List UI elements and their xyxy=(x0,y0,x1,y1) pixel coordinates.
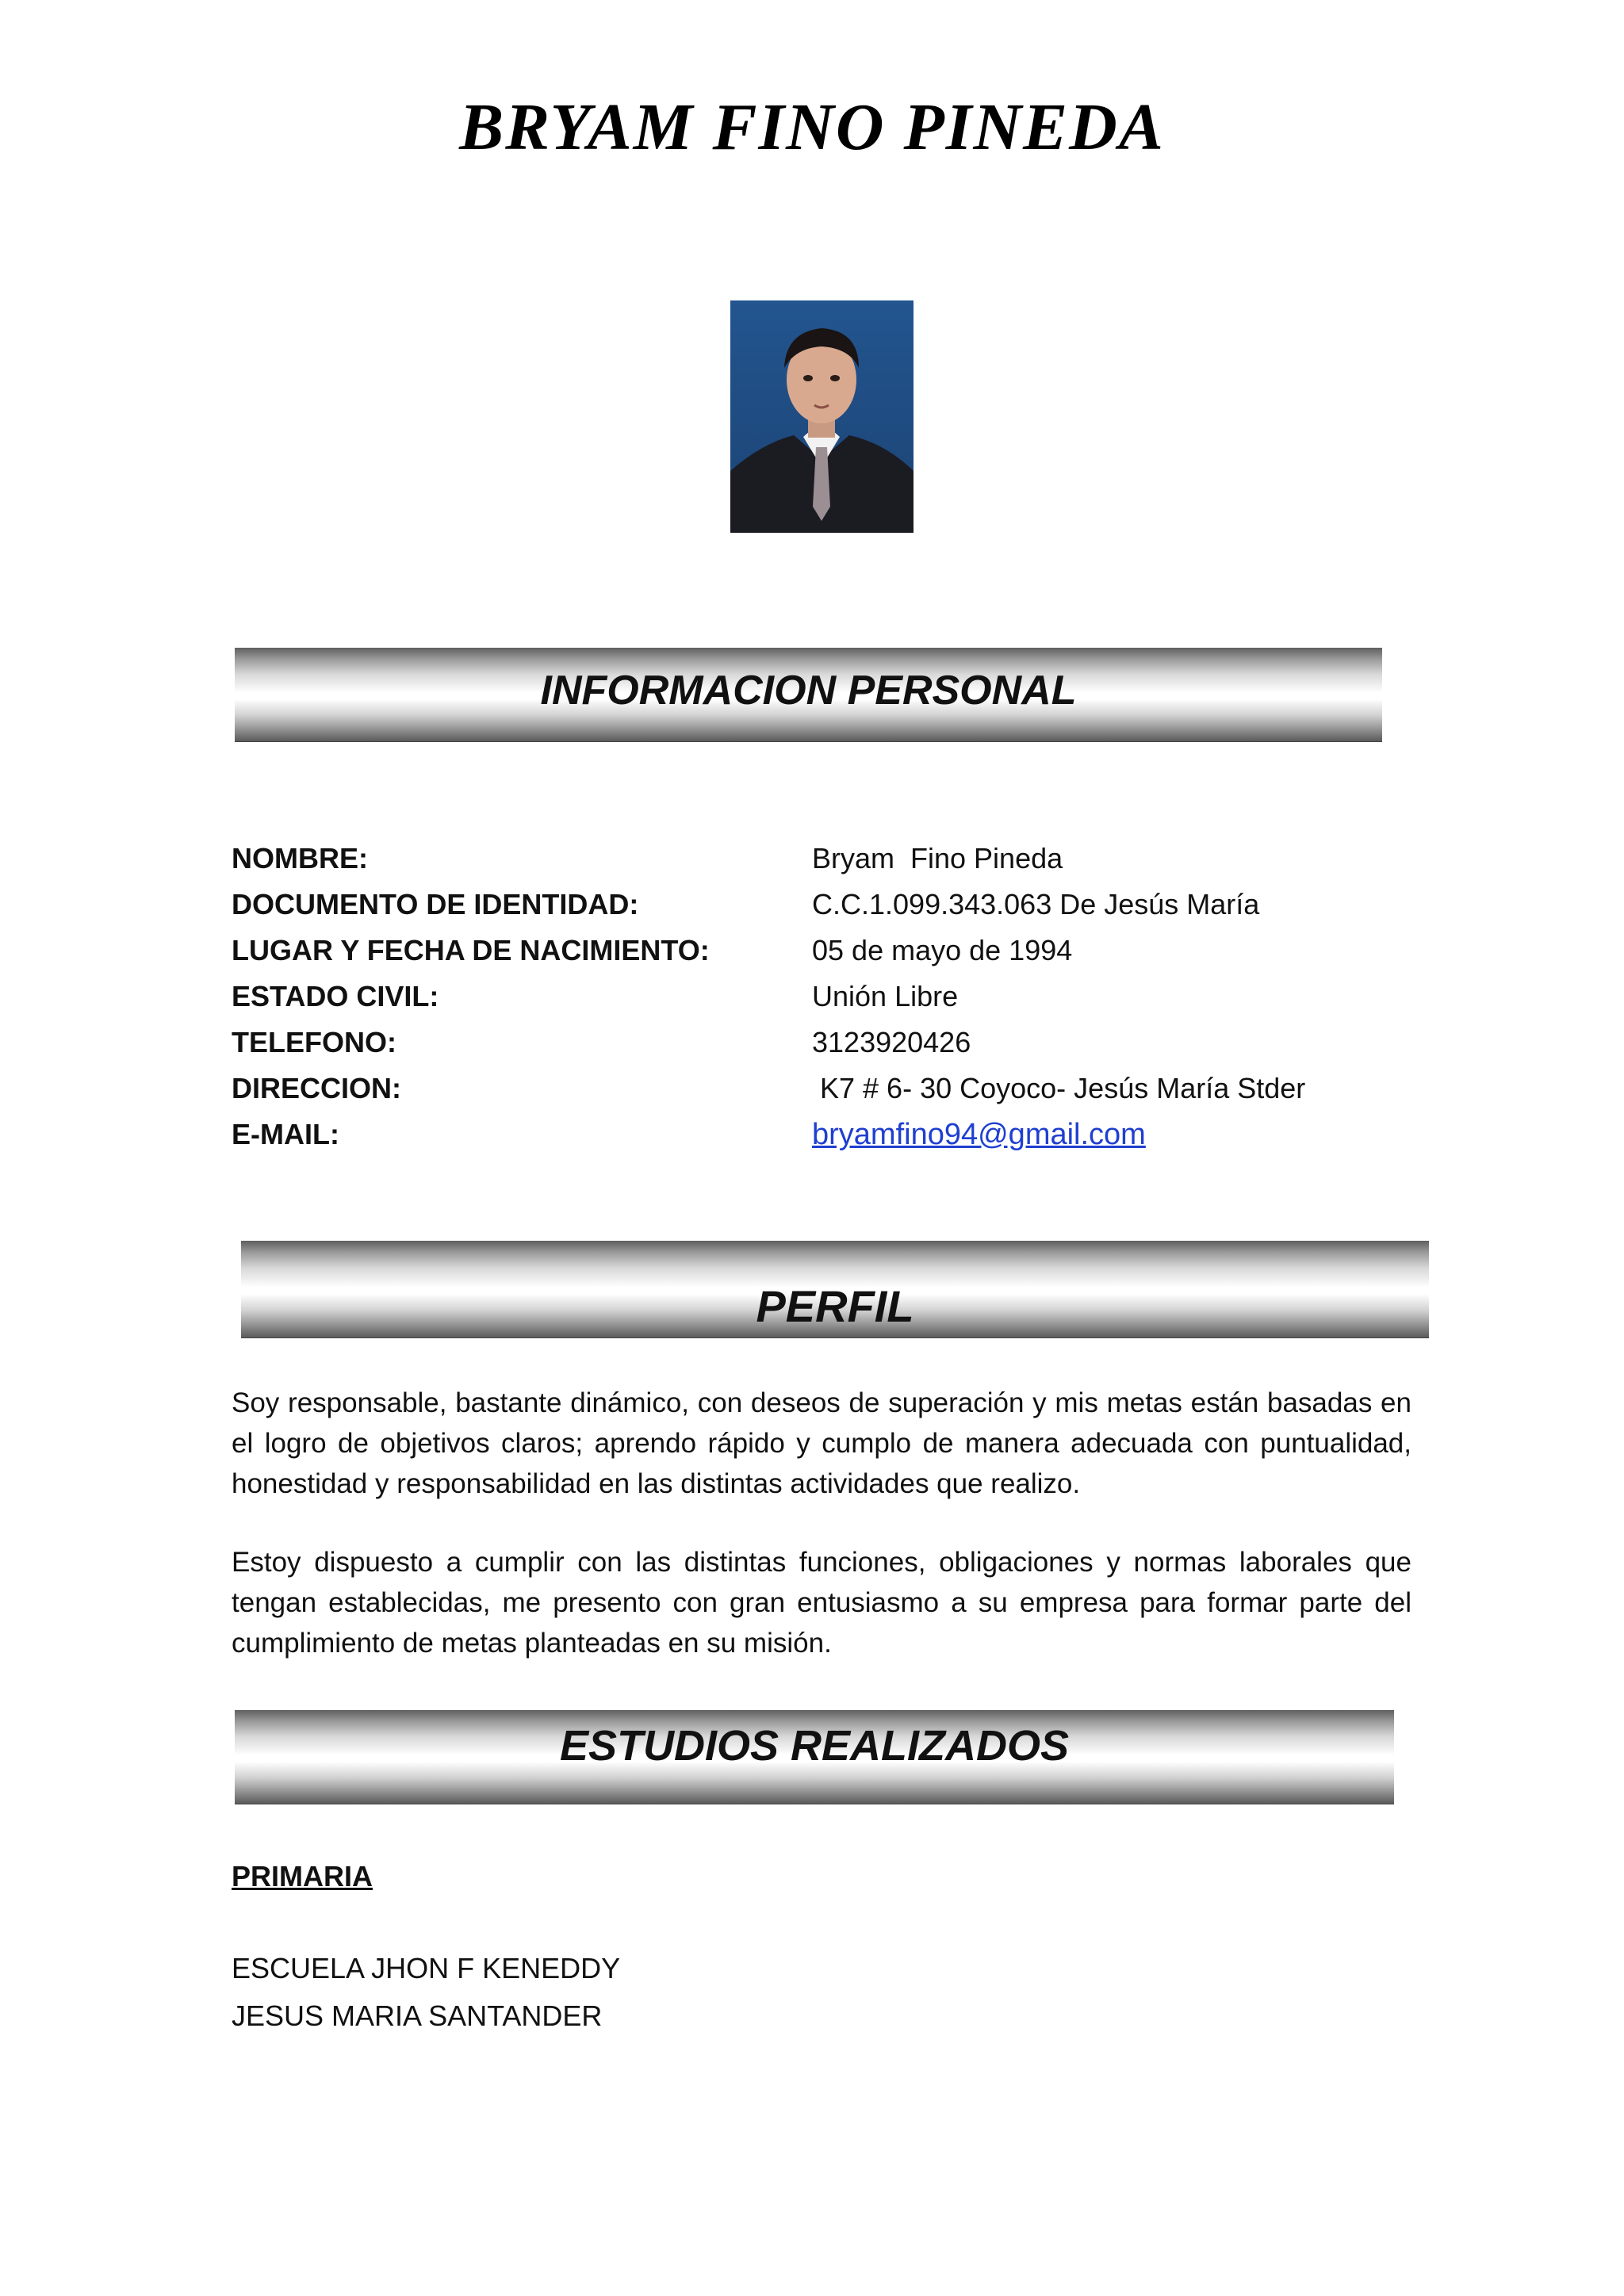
info-value: Unión Libre xyxy=(812,980,959,1012)
personal-info-list xyxy=(232,842,1421,1164)
info-value: K7 # 6- 30 Coyoco- Jesús María Stder xyxy=(820,1072,1306,1104)
section-title-perfil: PERFIL xyxy=(756,1281,914,1331)
info-label: DOCUMENTO DE IDENTIDAD: xyxy=(232,888,639,920)
info-row-telefono xyxy=(232,1026,1421,1072)
info-row-documento xyxy=(232,888,1421,934)
info-row-estado-civil xyxy=(232,980,1421,1026)
section-title-personal: INFORMACION PERSONAL xyxy=(540,668,1077,714)
info-row-direccion xyxy=(232,1072,1421,1118)
primaria-heading: PRIMARIA xyxy=(232,1860,373,1892)
section-title-estudios: ESTUDIOS REALIZADOS xyxy=(559,1722,1070,1770)
school-name: ESCUELA JHON F KENEDDY xyxy=(232,1952,621,1984)
school-location: JESUS MARIA SANTANDER xyxy=(232,1999,603,2032)
info-label: TELEFONO: xyxy=(232,1026,396,1058)
profile-photo xyxy=(730,300,914,533)
resume-title: BRYAM FINO PINEDA xyxy=(459,90,1165,164)
info-label: E-MAIL: xyxy=(232,1118,339,1150)
info-value: C.C.1.099.343.063 De Jesús María xyxy=(812,888,1260,920)
info-value: 3123920426 xyxy=(812,1026,971,1058)
info-label: DIRECCION: xyxy=(232,1072,401,1104)
section-band-perfil xyxy=(241,1241,1429,1337)
section-band-estudios xyxy=(235,1710,1394,1804)
info-row-nacimiento xyxy=(232,934,1421,980)
info-label: ESTADO CIVIL: xyxy=(232,980,439,1012)
info-row-nombre xyxy=(232,842,1421,888)
email-link[interactable]: bryamfino94@gmail.com xyxy=(812,1118,1146,1151)
info-value: Bryam Fino Pineda xyxy=(812,842,1063,874)
info-value: 05 de mayo de 1994 xyxy=(812,934,1073,966)
info-label: NOMBRE: xyxy=(232,842,368,874)
info-row-email xyxy=(232,1118,1421,1164)
info-label: LUGAR Y FECHA DE NACIMIENTO: xyxy=(232,934,710,966)
perfil-paragraph-2: Estoy dispuesto a cumplir con las distintas funciones, obligaciones y normas laborales que tengan establecidas, me presento con gran entusiasmo a su empresa para formar parte del cumplimiento de metas planteadas en su misión. xyxy=(232,1547,1411,1659)
section-band-personal xyxy=(235,648,1382,741)
portrait-image xyxy=(730,300,914,533)
perfil-paragraph-1: Soy responsable, bastante dinámico, con deseos de superación y mis metas están basadas en el logro de objetivos claros; aprendo rápido y cumplo de manera adecuada con puntualidad, honestidad y responsabilidad en las distintas actividades que realizo. xyxy=(232,1387,1411,1499)
